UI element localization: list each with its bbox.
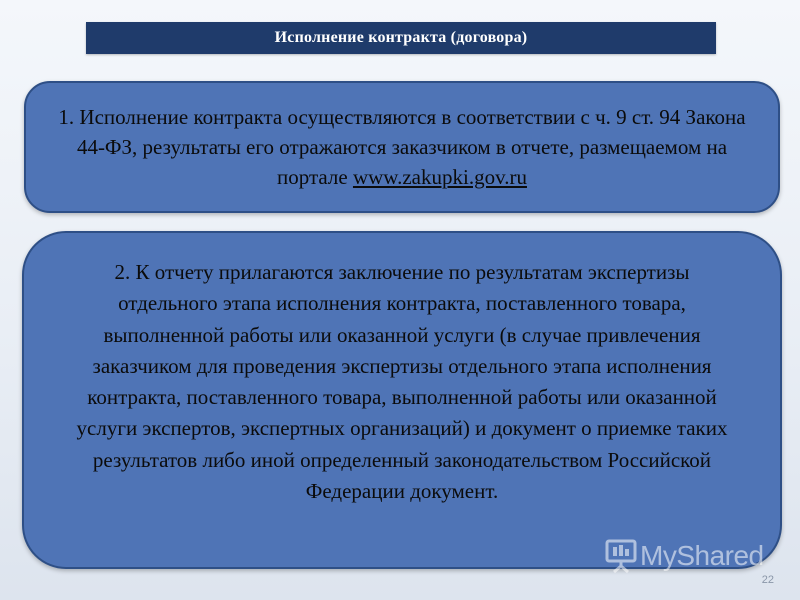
presentation-board-icon — [604, 538, 638, 574]
item-1-box — [24, 81, 780, 213]
page-number: 22 — [761, 574, 774, 586]
watermark — [604, 536, 764, 576]
zakupki-portal-link[interactable]: www.zakupki.gov.ru — [352, 165, 527, 189]
item-1-text: 1. Исполнение контракта осуществляются в соответствии с ч. 9 ст. 94 Закона 44-ФЗ, результаты его отражаются заказчиком в отчете, размещаемом на портале — [58, 105, 746, 189]
slide-title: Исполнение контракта (договора) — [274, 29, 528, 46]
watermark-text: MyShared — [640, 540, 764, 571]
item-2-box — [22, 231, 782, 569]
slide-title-bar — [86, 22, 716, 54]
item-2-text: 2. К отчету прилагаются заключение по результатам экспертизы отдельного этапа исполнения контракта, поставленного товара, выполненной работы или оказанной услуги (в случае привлечения заказчиком для проведения экспертизы отдельного этапа исполнения контракта, поставленного товара, выполненной работы или оказанной услуги экспертов, экспертных организаций) и документ о приемке таких результатов либо иной определенный законодательством Российской Федерации документ. — [76, 260, 728, 504]
